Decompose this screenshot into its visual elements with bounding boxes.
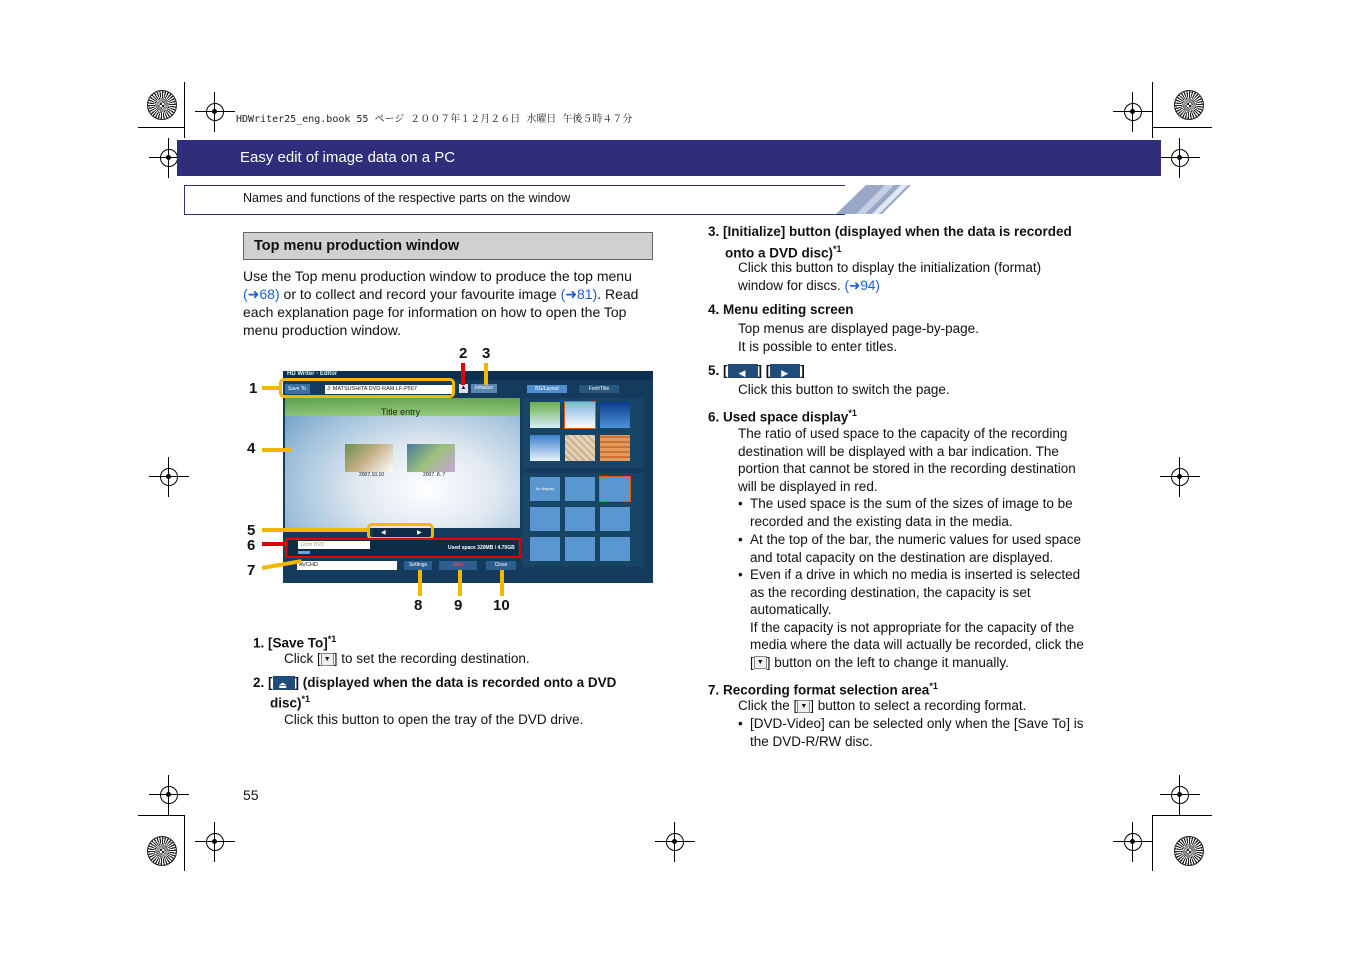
callout-number: 9 [454,597,463,614]
leader-line-10 [500,570,504,596]
prev-page-icon: ◀ [728,364,758,378]
prev-page-icon[interactable]: ◀ [381,530,386,536]
subtitle: Names and functions of the respective parts on the window [243,191,571,205]
body-text: It is possible to enter titles. [738,338,898,354]
leader-line-6 [262,542,288,546]
tab-bg-layout[interactable]: BG/Layout [527,385,567,393]
item-number: 1. [253,635,265,651]
app-title: HD Writer - Editor [287,371,338,377]
callout-number: 1 [249,380,258,397]
item-6-bullet-2 [750,531,1130,566]
layout-thumbnail[interactable] [530,507,560,531]
registration-star-top-left [147,90,177,120]
crosshair-mark [160,786,178,804]
footnote-mark: *1 [929,681,938,691]
layout-thumbnail[interactable] [565,537,595,561]
intro-line: Use the Top menu production window to produce the top menu [243,268,632,284]
eject-icon: ⏏ [273,676,295,690]
menu-editing-screen[interactable] [285,398,520,528]
save-to-label: Save To [285,384,310,394]
body-text: window for discs. [738,277,845,293]
item-heading: ] [800,363,805,378]
intro-text: . Read [597,286,639,302]
dropdown-arrow-icon: ▼ [754,656,767,669]
crosshair-mark [160,468,178,486]
item-heading: ] [ [757,363,771,378]
dropdown-arrow-icon: ▼ [797,700,810,713]
leader-line-8 [418,570,422,596]
layout-thumbnail[interactable] [600,537,630,561]
body-text: ] button on the left to change it manually. [766,654,1009,670]
item-6-heading [708,405,857,426]
callout-number: 8 [414,597,423,614]
callout-number: 5 [247,522,256,539]
callout-number: 4 [247,440,256,457]
layout-thumbnail[interactable] [565,507,595,531]
callout-number: 6 [247,537,256,554]
bg-thumbnail[interactable] [565,435,595,461]
bg-thumbnail[interactable] [530,435,560,461]
page-number: 55 [243,787,259,803]
link-page-81[interactable]: (➜81) [560,286,598,302]
format-select[interactable]: AVCHD [297,561,397,570]
body-text: as the recording destination, the capacity is set [750,584,1031,600]
registration-star-bottom-left [147,836,177,866]
callout-number: 7 [247,562,256,579]
intro-line: each explanation page for information on how to open the Top [243,304,627,320]
item-2-body: Click this button to open the tray of the DVD drive. [284,712,584,727]
item-7-bullet-1 [750,715,1130,750]
bg-thumbnail[interactable] [565,402,595,428]
leader-line-1 [262,386,282,390]
crosshair-mark [1124,103,1142,121]
body-text: automatically. [750,602,832,617]
leader-line-5 [262,528,370,532]
footnote-mark: *1 [848,408,857,418]
link-page-94[interactable]: (➜94) [844,277,880,293]
tab-font-title[interactable]: Font/Title [579,385,619,393]
leader-line-4 [262,448,292,452]
chapter-title: Easy edit of image data on a PC [240,149,456,166]
crosshair-mark [666,833,684,851]
settings-button[interactable]: Settings [404,561,432,570]
item-heading: 3. [Initialize] button (displayed when the data is recorded [708,224,1072,239]
item-number: 2. [253,675,265,690]
thumbnail[interactable] [345,444,393,472]
item-heading: [ [268,675,273,690]
crosshair-mark [1171,149,1189,167]
layout-thumbnail[interactable] [565,477,595,501]
chapter-title-bar [177,140,1161,176]
item-2 [253,674,673,692]
crosshair-mark [1171,786,1189,804]
item-3-body [738,259,1138,294]
thumbnail-date: 2007. 8. 7 [423,472,446,478]
layout-thumbnail[interactable] [600,507,630,531]
stripe-decoration [836,185,916,215]
intro-text: or to collect and record your favourite image [279,286,561,302]
next-page-icon: ▶ [770,364,800,378]
next-page-icon[interactable]: ▶ [417,530,422,536]
leader-line-9 [458,570,462,596]
subtitle-bar [184,185,845,215]
thumbnail[interactable] [407,444,455,472]
item-heading: 5. [ [708,363,728,378]
section-heading-box [243,232,653,260]
title-entry[interactable]: Title entry [381,407,421,417]
body-text: Even if a drive in which no media is inserted is selected [750,567,1081,582]
layout-thumbnail[interactable] [530,537,560,561]
save-to-select[interactable]: J: MATSUSHITA DVD-RAM LF-P567 [325,385,453,394]
intro-paragraph [243,267,663,339]
body-text: portion that cannot be stored in the recording destination [738,461,1076,476]
item-6-bullet-3 [750,566,1130,671]
bullet-dot: • [738,567,743,582]
body-text: [ [750,654,754,670]
item-heading: disc) [270,695,302,711]
leader-line-3 [484,363,488,385]
callout-number: 3 [482,345,491,362]
layout-thumbnail[interactable]: No display [530,477,560,501]
item-4-body [738,320,1138,355]
bullet-dot: • [738,716,743,731]
body-text: the DVD-R/RW disc. [750,733,873,749]
body-text: Click this button to display the initialization (format) [738,260,1042,275]
item-heading: ] (displayed when the data is recorded onto a DVD [294,675,617,690]
intro-line: menu production window. [243,322,401,338]
footnote-mark: *1 [301,694,311,704]
bg-thumbnail[interactable] [530,402,560,428]
item-7-body [738,697,1138,715]
body-text: The ratio of used space to the capacity of the recording [738,426,1068,441]
crosshair-mark [206,103,224,121]
body-text: [DVD-Video] can be selected only when the [Save To] is [750,716,1084,731]
footnote-mark: *1 [833,243,842,254]
dropdown-arrow-icon: ▼ [321,653,334,666]
print-header: HDWriter25_eng.book 55 ページ ２００７年１２月２６日 水曜日 午後５時４７分 [236,114,633,125]
body-text: Click [ [284,651,321,666]
close-button[interactable]: Close [486,561,516,570]
item-6-body [738,425,1138,495]
layout-thumbnail[interactable] [600,477,630,501]
body-text: recorded and the existing data in the media. [750,513,1013,529]
callout-number: 10 [493,597,510,614]
body-text: and total capacity on the destination are displayed. [750,549,1054,565]
item-3-heading [708,223,1128,262]
item-7-heading [708,678,938,699]
body-text: ] to set the recording destination. [333,651,530,666]
thumbnail-date: 2007.10.10 [359,472,385,478]
background-palette [522,398,644,468]
callout-number: 2 [459,345,468,362]
body-text: If the capacity is not appropriate for the capacity of the [750,619,1075,635]
bg-thumbnail[interactable] [600,435,630,461]
body-text: media where the data will actually be recorded, click the [750,637,1084,652]
item-heading: 7. Recording format selection area [708,682,930,698]
initialize-button[interactable]: Initialize [471,384,497,393]
body-text: The used space is the sum of the sizes of image to be [750,496,1073,511]
crosshair-mark [160,149,178,167]
item-heading: 6. Used space display [708,409,849,425]
crosshair-mark [1171,468,1189,486]
item-1 [253,631,673,652]
registration-star-top-right [1174,90,1204,120]
item-5-heading [708,362,805,380]
eject-icon[interactable]: ▲ [460,385,467,391]
disc-select[interactable]: 12cm DVD [298,541,370,549]
leader-line-2 [461,363,465,385]
layout-palette [522,473,644,567]
section-title: Top menu production window [254,238,460,254]
crosshair-mark [1124,833,1142,851]
body-text: Click the [ [738,698,798,713]
item-4-heading [708,301,854,319]
item-2-heading-cont [270,691,310,712]
registration-star-bottom-right [1174,836,1204,866]
crosshair-mark [206,833,224,851]
bullet-dot: • [738,496,743,511]
item-1-body [284,650,684,668]
body-text: At the top of the bar, the numeric values for used space [750,532,1081,547]
used-space-text: Used space 320MB / 4.70GB [448,545,515,551]
item-heading: onto a DVD disc) [725,245,834,260]
link-page-68[interactable]: (➜68) [243,286,280,302]
bg-thumbnail[interactable] [600,402,630,428]
item-heading: 4. Menu editing screen [708,302,854,317]
body-text: destination will be displayed with a bar indication. The [738,443,1059,459]
item-5-body: Click this button to switch the page. [738,382,950,397]
body-text: will be displayed in red. [738,478,878,494]
start-button[interactable]: Start [439,561,477,570]
item-6-bullet-1 [750,495,1130,530]
body-text: Top menus are displayed page-by-page. [738,321,979,336]
callout-box-save-to [279,378,455,398]
bullet-dot: • [738,532,743,547]
item-heading: [Save To] [268,635,328,651]
callout-box-used-space [285,538,521,558]
body-text: ] button to select a recording format. [810,698,1027,713]
footnote-mark: *1 [327,634,337,644]
